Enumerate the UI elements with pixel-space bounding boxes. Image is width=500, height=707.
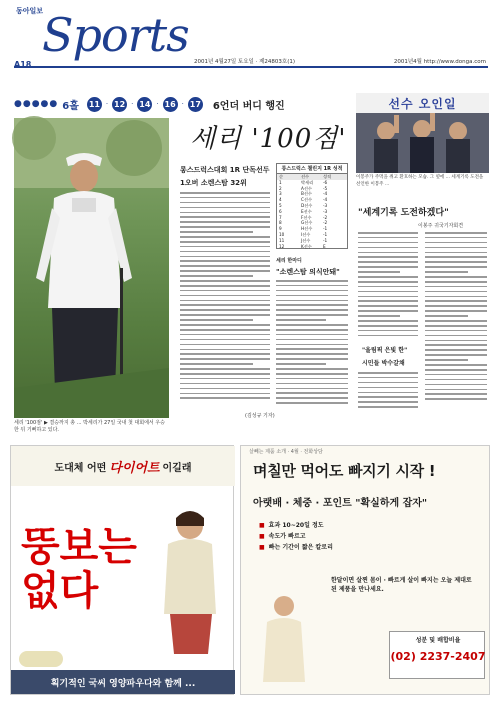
- scoreboard-cell: C선수: [301, 197, 313, 203]
- ad-left-slogan-char: 없: [21, 567, 60, 614]
- text-line: [425, 261, 487, 263]
- ad-right-copy: 한달이면 살찐 몸이 · 빠르게 살이 빠지는 오늘 제대로된 제품을 만나세요.: [331, 577, 472, 593]
- text-line: [358, 382, 418, 384]
- text-line: [276, 334, 348, 336]
- text-line: [358, 266, 418, 268]
- text-line: [214, 363, 253, 365]
- text-line: [214, 290, 270, 292]
- scoreboard-row: [277, 244, 347, 250]
- text-line: [214, 221, 270, 223]
- text-line: [358, 281, 418, 283]
- victory-caption: 이봉주가 주먹을 쥐고 환호하는 모습. 그 옆에 ... 세계기록 도전을 선언한 이봉주 ...: [356, 175, 484, 187]
- text-line: [276, 373, 348, 375]
- text-line: [425, 310, 487, 312]
- right-body-column: [358, 372, 418, 412]
- hole-badge: 11: [87, 97, 102, 112]
- text-line: [358, 372, 418, 374]
- text-line: [358, 286, 418, 288]
- scoreboard-cell: -4: [323, 191, 328, 197]
- issue-date: 2001년 4월27일 토요일 · 제24803호(1): [194, 59, 296, 65]
- text-line: [214, 236, 270, 238]
- text-line: [214, 260, 270, 262]
- text-line: [425, 286, 487, 288]
- text-line: [276, 285, 348, 287]
- text-line: [358, 271, 400, 273]
- text-line: [358, 300, 418, 302]
- text-line: [358, 401, 418, 403]
- hole-separator: ·: [156, 100, 159, 108]
- scoreboard-cell: -3: [323, 202, 328, 208]
- text-line: [425, 325, 487, 327]
- text-line: [358, 247, 418, 249]
- text-line: [214, 397, 270, 399]
- text-line: [214, 280, 270, 282]
- text-line: [214, 216, 270, 218]
- scoreboard-cell: B선수: [301, 191, 312, 197]
- ad-right-feature-list: [259, 520, 489, 553]
- hole-badge: 16: [163, 97, 178, 112]
- text-line: [425, 344, 487, 346]
- ad-left-slogan-char: 는: [98, 523, 137, 570]
- text-line: [214, 246, 270, 248]
- text-line: [425, 247, 487, 249]
- scoreboard-cell: -1: [323, 231, 328, 237]
- scoreboard-cell: 11: [279, 237, 285, 243]
- ad-left-slogan: [21, 494, 151, 644]
- text-line: [425, 256, 487, 258]
- ad-phone-label: 성분 및 배합비율: [415, 637, 461, 644]
- ad-product-illustration: [253, 592, 315, 682]
- diet-ad-left: [10, 445, 234, 695]
- text-line: [214, 388, 270, 390]
- scoreboard-cell: -5: [323, 185, 328, 191]
- column-headline: "소렌스탐 의식안돼": [276, 268, 340, 276]
- scoreboard-cell: 5: [279, 202, 282, 208]
- text-line: [214, 256, 270, 258]
- article-subhead: 1오버 소렌스탐 32위: [180, 179, 247, 187]
- text-line: [214, 339, 270, 341]
- text-line: [358, 252, 418, 254]
- diet-ad-right: [240, 445, 490, 695]
- ad-right-subheadline: 아랫배 · 체중 · 포인트 "확실하게 잡자": [253, 498, 428, 509]
- text-line: [358, 261, 418, 263]
- bullet-icon: ■: [259, 533, 265, 540]
- scoreboard-col-header: 순: [279, 174, 284, 179]
- masthead-url: 2001년4월 http://www.donga.com: [393, 59, 486, 65]
- text-line: [425, 374, 487, 376]
- masthead-title: Sports: [42, 8, 189, 62]
- scoreboard-cell: 박세리: [301, 179, 314, 185]
- scoreboard-cell: -4: [323, 197, 328, 203]
- scoreboard-cell: 3: [279, 191, 282, 197]
- scoreboard-title: 롱스드럭스 챌린지 1R 성적: [277, 164, 347, 174]
- text-line: [358, 315, 400, 317]
- text-line: [214, 349, 270, 351]
- scoreboard-table: [276, 163, 348, 249]
- text-line: [214, 295, 270, 297]
- right-subhead: 시민들 박수갈채: [362, 360, 405, 367]
- ad-right-feature: [259, 531, 489, 542]
- text-line: [214, 265, 270, 267]
- golfer-illustration: [14, 118, 169, 418]
- golfer-photo: [14, 118, 169, 418]
- text-line: [276, 309, 348, 311]
- masthead-rule: [14, 66, 488, 68]
- victory-illustration: [356, 113, 489, 173]
- text-line: [214, 324, 270, 326]
- text-line: [425, 359, 468, 361]
- text-line: [425, 315, 468, 317]
- right-quote-sub: 이봉주 귀국기자회견: [418, 223, 464, 229]
- ad-left-slogan-char: 뚱: [21, 523, 60, 570]
- scoreboard-cell: 1: [279, 179, 282, 185]
- right-quote: "세계기록 도전하겠다": [358, 208, 449, 218]
- text-line: [358, 242, 418, 244]
- text-line: [276, 363, 326, 365]
- text-line: [276, 324, 348, 326]
- headline-dots: ●●●●●: [14, 99, 59, 109]
- victory-photo: [356, 93, 489, 173]
- text-line: [276, 397, 348, 399]
- page-number: A18: [14, 60, 32, 69]
- text-line: [214, 309, 270, 311]
- text-line: [276, 329, 348, 331]
- text-line: [214, 231, 253, 233]
- text-line: [276, 402, 348, 404]
- text-line: [358, 387, 418, 389]
- ad-right-feature: [259, 520, 489, 531]
- column-body: [276, 280, 348, 410]
- hole-badge: 12: [112, 97, 127, 112]
- text-line: [276, 280, 348, 282]
- ad-model-illustration: [146, 504, 228, 654]
- text-line: [214, 344, 270, 346]
- text-line: [425, 364, 487, 366]
- scoreboard-cell: 6: [279, 208, 282, 214]
- bullet-icon: ■: [259, 522, 265, 529]
- text-line: [358, 320, 418, 322]
- text-line: [425, 389, 487, 391]
- scoreboard-col-header: 성적: [323, 174, 332, 179]
- scoreboard-cell: 9: [279, 226, 282, 232]
- text-line: [425, 335, 487, 337]
- text-line: [214, 212, 270, 214]
- text-line: [276, 304, 348, 306]
- text-line: [214, 373, 270, 375]
- scoreboard-cell: -2: [323, 214, 328, 220]
- scoreboard-cell: 2: [279, 185, 282, 191]
- ad-left-highlight: 다이어트: [109, 460, 160, 476]
- text-line: [214, 358, 270, 360]
- column-label: 세리 한마디: [276, 258, 302, 264]
- text-line: [358, 325, 418, 327]
- text-line: [214, 251, 270, 253]
- scoreboard-cell: H선수: [301, 226, 313, 232]
- text-line: [358, 335, 418, 337]
- ad-left-text: 도대체 어떤: [54, 462, 107, 474]
- text-line: [276, 344, 348, 346]
- text-line: [276, 358, 348, 360]
- text-line: [425, 340, 487, 342]
- text-line: [276, 383, 348, 385]
- text-line: [425, 305, 487, 307]
- ad-right-feature: [259, 542, 489, 553]
- scoreboard-cell: I선수: [301, 231, 311, 237]
- ad-right-headline: 며칠만 먹어도 빠지기 시작 !: [253, 462, 436, 480]
- text-line: [214, 393, 270, 395]
- text-line: [214, 378, 270, 380]
- article-byline: (김성규 기자): [245, 413, 275, 419]
- hole-separator: ·: [181, 100, 184, 108]
- ad-left-footer: 획기적인 국씨 영양파우다와 함께 ...: [11, 670, 235, 694]
- text-line: [425, 266, 487, 268]
- text-line: [358, 330, 418, 332]
- bullet-icon: ■: [259, 544, 265, 551]
- scoreboard-cell: -1: [323, 237, 328, 243]
- scoreboard-cell: 8: [279, 220, 282, 226]
- ad-right-feature-text: 속도가 빠르고: [268, 533, 306, 540]
- text-line: [425, 349, 487, 351]
- hole-badge: 17: [188, 97, 203, 112]
- text-line: [276, 290, 348, 292]
- scoreboard-cell: 4: [279, 197, 282, 203]
- text-line: [214, 285, 270, 287]
- scoreboard-col-header: 선수: [301, 174, 310, 179]
- text-line: [425, 291, 487, 293]
- scoreboard-cell: J선수: [301, 237, 311, 243]
- text-line: [358, 276, 418, 278]
- scoreboard-cell: A선수: [301, 185, 312, 191]
- text-line: [358, 310, 418, 312]
- right-body-column: [425, 232, 487, 407]
- article-subhead: 롱스드럭스대회 1R 단독선두: [180, 166, 270, 174]
- text-line: [276, 319, 326, 321]
- headline-suffix: 6언더 버디 행진: [212, 100, 285, 112]
- ad-right-topline: 살빼는 제품 소개 · 4월 · 전화상담: [249, 449, 323, 455]
- scoreboard-cell: 12: [279, 243, 285, 249]
- text-line: [425, 379, 487, 381]
- text-line: [276, 392, 348, 394]
- ad-left-text: 이길래: [162, 462, 192, 474]
- ad-product-icon: [19, 651, 63, 667]
- text-line: [214, 192, 270, 194]
- text-line: [425, 296, 487, 298]
- text-line: [358, 291, 418, 293]
- text-line: [214, 226, 270, 228]
- text-line: [425, 242, 487, 244]
- text-line: [425, 232, 487, 234]
- scoreboard-cell: 7: [279, 214, 282, 220]
- victory-sign: 선수 오인일: [356, 93, 489, 113]
- text-line: [425, 369, 487, 371]
- scoreboard-cell: -3: [323, 208, 328, 214]
- right-subhead: "올림픽 은빛 한": [362, 347, 408, 354]
- text-line: [425, 252, 487, 254]
- ad-left-slogan-char: 다: [59, 567, 99, 614]
- headline-bar: [14, 93, 330, 115]
- masthead-kicker: 동아일보: [16, 7, 44, 15]
- text-line: [276, 378, 348, 380]
- right-body-column: [358, 232, 418, 342]
- text-line: [276, 295, 348, 297]
- text-line: [214, 329, 270, 331]
- text-line: [358, 392, 418, 394]
- text-line: [425, 330, 487, 332]
- text-line: [214, 300, 270, 302]
- ad-left-header: [11, 446, 235, 486]
- masthead: [14, 6, 488, 76]
- text-line: [425, 398, 487, 400]
- hole-badge: 14: [137, 97, 152, 112]
- text-line: [214, 197, 270, 199]
- text-line: [276, 339, 348, 341]
- text-line: [214, 383, 270, 385]
- text-line: [425, 276, 487, 278]
- scoreboard-cell: E: [323, 243, 326, 249]
- text-line: [276, 353, 348, 355]
- ad-phone-box: [389, 631, 485, 679]
- scoreboard-cell: 10: [279, 231, 285, 237]
- scoreboard-cell: -2: [323, 220, 328, 226]
- text-line: [358, 256, 418, 258]
- text-line: [358, 406, 418, 408]
- text-line: [425, 237, 487, 239]
- ad-phone-number: (02) 2237-2407: [390, 650, 486, 663]
- ad-left-slogan-char: 보: [59, 523, 99, 570]
- text-line: [276, 388, 348, 390]
- text-line: [425, 320, 487, 322]
- scoreboard-cell: K선수: [301, 243, 312, 249]
- text-line: [358, 232, 418, 234]
- text-line: [276, 368, 348, 370]
- text-line: [214, 353, 270, 355]
- text-line: [425, 300, 487, 302]
- text-line: [276, 348, 348, 350]
- text-line: [214, 334, 270, 336]
- photo-caption: 세리 '100점' ▶ 결승까지 총 ... 박세리가 27일 국내 첫 대회에서 우승한 뒤 기뻐하고 있다.: [14, 420, 166, 433]
- text-line: [358, 396, 418, 398]
- article-title: 세리 '100점': [190, 124, 347, 154]
- text-line: [276, 300, 348, 302]
- text-line: [425, 271, 468, 273]
- scoreboard-cell: -6: [323, 179, 328, 185]
- headline-main: 6홀: [62, 100, 79, 112]
- text-line: [358, 237, 418, 239]
- ad-right-feature-text: 효과 10~20일 정도: [268, 522, 324, 529]
- text-line: [425, 281, 487, 283]
- text-line: [214, 368, 270, 370]
- text-line: [214, 207, 270, 209]
- text-line: [214, 270, 270, 272]
- text-line: [214, 304, 270, 306]
- text-line: [214, 241, 270, 243]
- text-line: [425, 354, 487, 356]
- text-line: [214, 314, 270, 316]
- article-body-column: [214, 192, 270, 407]
- text-line: [214, 202, 270, 204]
- text-line: [214, 319, 253, 321]
- scoreboard-cell: F선수: [301, 214, 312, 220]
- ad-right-feature-text: 빠는 기간이 짧은 칼로리: [268, 544, 333, 551]
- text-line: [358, 296, 418, 298]
- text-line: [425, 384, 487, 386]
- scoreboard-cell: -1: [323, 226, 328, 232]
- hole-separator: ·: [105, 100, 109, 108]
- hole-separator: ·: [131, 100, 134, 108]
- text-line: [214, 275, 253, 277]
- text-line: [358, 305, 418, 307]
- scoreboard-cell: D선수: [301, 202, 313, 208]
- text-line: [276, 314, 348, 316]
- text-line: [358, 377, 418, 379]
- scoreboard-cell: G선수: [301, 220, 313, 226]
- scoreboard-cell: E선수: [301, 208, 312, 214]
- text-line: [425, 393, 487, 395]
